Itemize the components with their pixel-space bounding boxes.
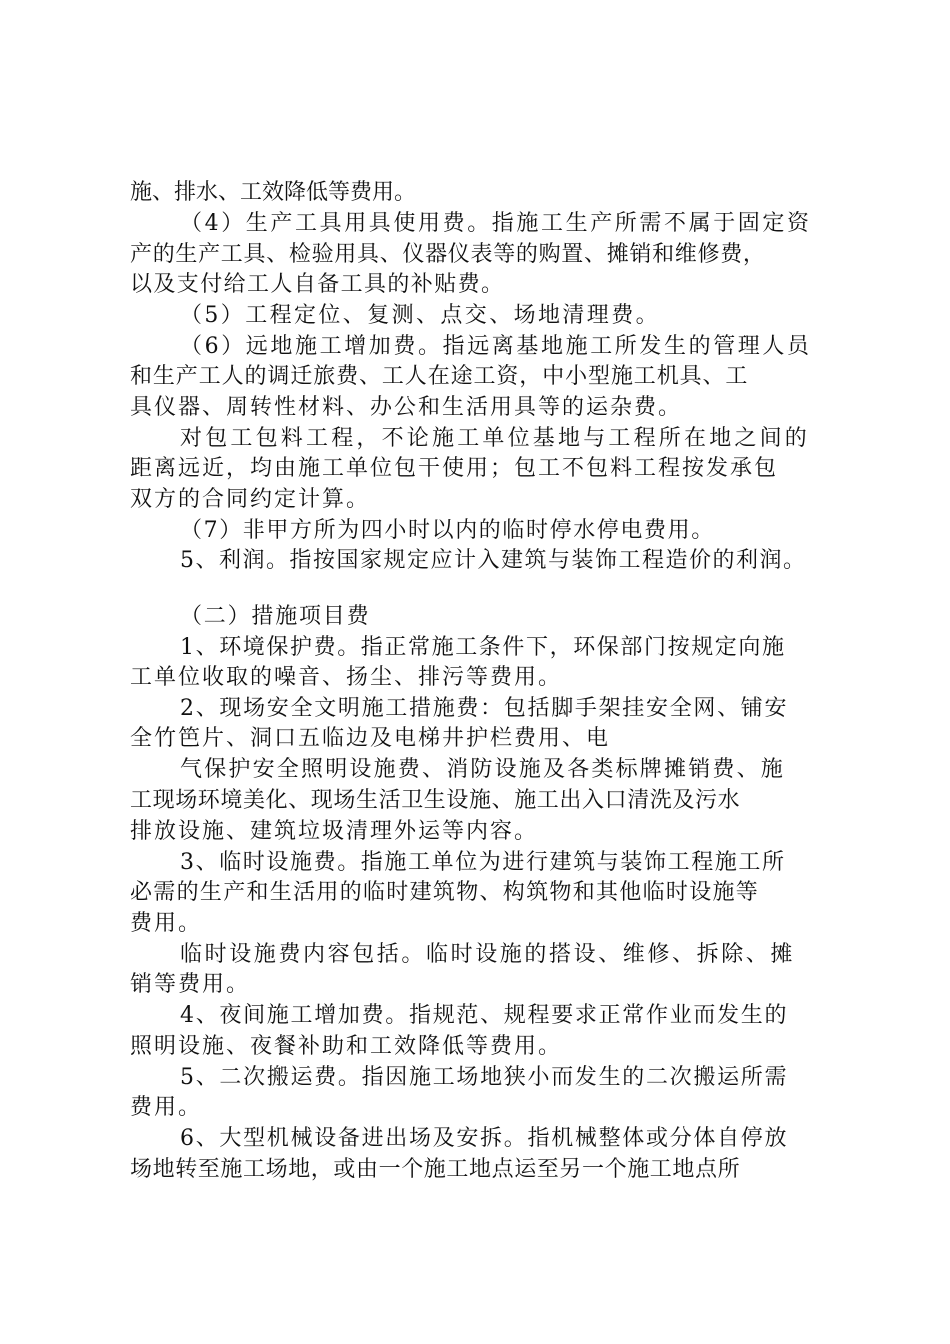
text-line: 对包工包料工程，不论施工单位基地与工程所在地之间的 — [180, 426, 811, 451]
text-line: 4、夜间施工增加费。指规范、规程要求正常作业而发生的 — [180, 1003, 789, 1028]
text-line: 工单位收取的噪音、扬尘、排污等费用。 — [130, 665, 563, 690]
text-line: （5）工程定位、复测、点交、场地清理费。 — [180, 303, 660, 328]
text-line: 费用。 — [130, 1095, 203, 1120]
text-line: 3、临时设施费。指施工单位为进行建筑与装饰工程施工所 — [180, 850, 786, 875]
text-line: 2、现场安全文明施工措施费：包括脚手架挂安全网、铺安 — [180, 696, 789, 721]
text-line: 具仪器、周转性材料、办公和生活用具等的运杂费。 — [130, 395, 683, 420]
text-line: 5、二次搬运费。指因施工场地狭小而发生的二次搬运所需 — [180, 1065, 789, 1090]
text-line: （6）远地施工增加费。指远离基地施工所发生的管理人员 — [180, 334, 812, 359]
text-line: 临时设施费内容包括。临时设施的搭设、维修、拆除、摊 — [180, 942, 796, 967]
text-line: 以及支付给工人自备工具的补贴费。 — [130, 272, 505, 297]
text-line: 必需的生产和生活用的临时建筑物、构筑物和其他临时设施等 — [130, 880, 760, 905]
text-line: 全竹笆片、洞口五临边及电梯井护栏费用、电 — [130, 726, 611, 751]
text-line: 费用。 — [130, 911, 203, 936]
text-line: 和生产工人的调迁旅费、工人在途工资，中小型施工机具、工 — [130, 364, 749, 389]
text-line: （7）非甲方所为四小时以内的临时停水停电费用。 — [180, 518, 715, 543]
text-line: 工现场环境美化、现场生活卫生设施、施工出入口清洗及污水 — [130, 788, 741, 813]
text-line: 1、环境保护费。指正常施工条件下，环保部门按规定向施 — [180, 635, 786, 660]
text-line: （4）生产工具用具使用费。指施工生产所需不属于固定资 — [180, 211, 812, 236]
text-line: 照明设施、夜餐补助和工效降低等费用。 — [130, 1034, 563, 1059]
text-line: 场地转至施工场地，或由一个施工地点运至另一个施工地点所 — [130, 1157, 741, 1182]
text-line: 6、大型机械设备进出场及安拆。指机械整体或分体自停放 — [180, 1126, 789, 1151]
text-line: 产的生产工具、检验用具、仪器仪表等的购置、摊销和维修费， — [130, 242, 766, 267]
section-heading: （二）措施项目费 — [180, 604, 371, 629]
text-line: 双方的合同约定计算。 — [130, 487, 371, 512]
text-line: 排放设施、建筑垃圾清理外运等内容。 — [130, 819, 539, 844]
text-line: 气保护安全照明设施费、消防设施及各类标牌摊销费、施 — [180, 757, 786, 782]
text-line: 销等费用。 — [130, 972, 251, 997]
text-line: 5、利润。指按国家规定应计入建筑与装饰工程造价的利润。 — [180, 548, 807, 573]
text-line: 距离远近，均由施工单位包干使用；包工不包料工程按发承包 — [130, 456, 779, 481]
text-line: 施、排水、工效降低等费用。 — [130, 180, 417, 205]
